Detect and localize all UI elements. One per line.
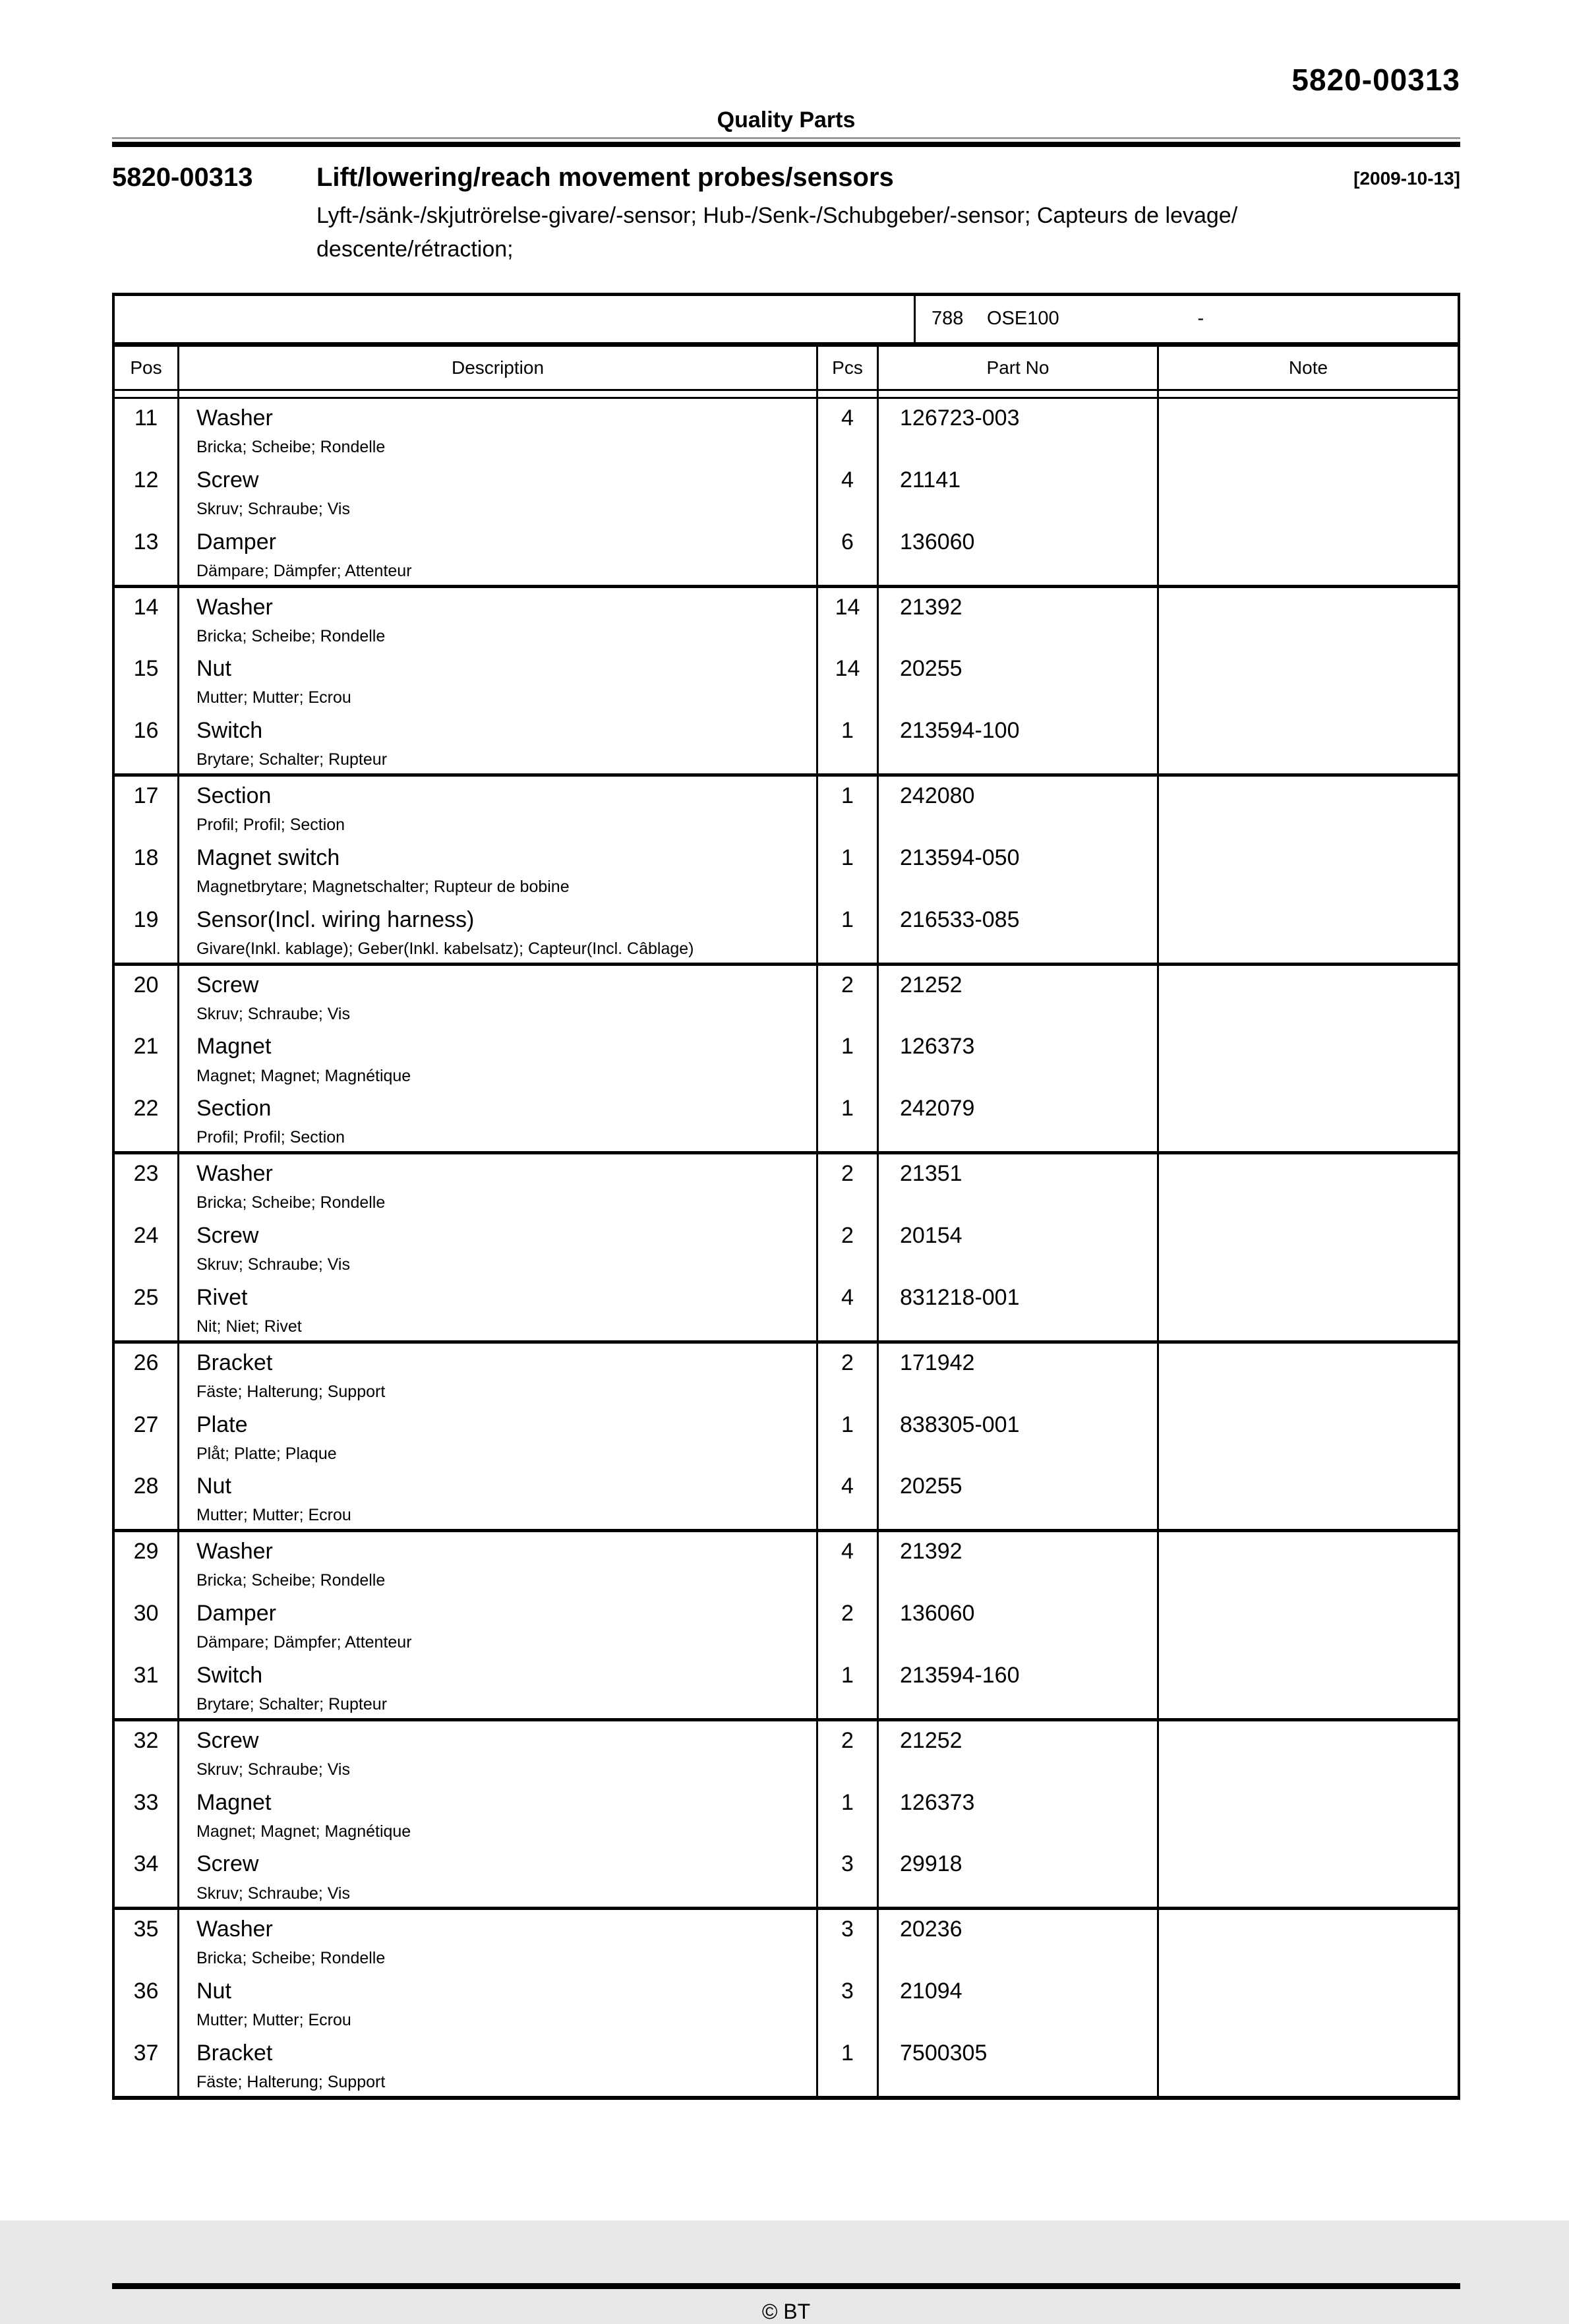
part-name-translations: Plåt; Platte; Plaque [196, 1444, 337, 1463]
pcs-cell: 1 [816, 1656, 877, 1718]
part-no-cell: 831218-001 [877, 1278, 1157, 1340]
pcs-cell: 4 [816, 461, 877, 523]
part-row [115, 1910, 1458, 1972]
part-no-cell: 242079 [877, 1089, 1157, 1151]
part-row [115, 711, 1458, 773]
part-name: Washer [196, 1539, 273, 1564]
part-no-cell: 20236 [877, 1910, 1157, 1972]
pcs-cell: 3 [816, 1845, 877, 1907]
part-name: Washer [196, 1917, 273, 1942]
note-cell [1157, 1845, 1458, 1907]
pos-cell: 17 [133, 783, 159, 809]
page-header [112, 0, 1460, 137]
pcs-cell: 2 [816, 1216, 877, 1278]
part-row [115, 523, 1458, 585]
model-box-empty-cell [115, 296, 916, 342]
parts-group [115, 585, 1458, 774]
part-name: Magnet [196, 1789, 272, 1815]
pcs-cell: 1 [816, 2034, 877, 2096]
model-box-variant-cell [916, 296, 1458, 342]
pos-cell: 11 [134, 405, 158, 431]
part-name: Screw [196, 1851, 259, 1877]
description-cell [177, 1344, 816, 1406]
page-title: Lift/lowering/reach movement probes/sensors [316, 163, 894, 192]
pcs-cell: 4 [816, 1467, 877, 1529]
note-cell [1157, 1594, 1458, 1656]
part-name: Screw [196, 467, 259, 492]
part-name: Screw [196, 1222, 259, 1248]
part-name-translations: Skruv; Schraube; Vis [196, 1884, 350, 1903]
part-name-translations: Mutter; Mutter; Ecrou [196, 1506, 351, 1525]
description-cell [177, 588, 816, 650]
header-doc-number: 5820-00313 [1291, 63, 1460, 97]
pcs-cell: 6 [816, 523, 877, 585]
pos-cell: 33 [133, 1789, 159, 1815]
column-header-pcs: Pcs [816, 347, 877, 389]
pcs-cell: 1 [816, 1027, 877, 1089]
description-cell [177, 1972, 816, 2034]
pcs-cell: 4 [816, 1278, 877, 1340]
pos-cell: 37 [133, 2040, 159, 2066]
note-cell [1157, 711, 1458, 773]
part-name: Magnet [196, 1034, 272, 1059]
pos-cell: 29 [133, 1539, 159, 1564]
note-cell [1157, 1216, 1458, 1278]
part-no-cell: 7500305 [877, 2034, 1157, 2096]
description-cell [177, 1845, 816, 1907]
note-cell [1157, 461, 1458, 523]
part-name-translations: Fäste; Halterung; Support [196, 1382, 386, 1401]
part-row [115, 1656, 1458, 1718]
pcs-cell: 1 [816, 1406, 877, 1468]
part-no-cell: 21252 [877, 1721, 1157, 1783]
note-cell [1157, 1910, 1458, 1972]
part-name: Magnet switch [196, 845, 340, 870]
description-cell [177, 1532, 816, 1594]
part-row [115, 588, 1458, 650]
part-row [115, 461, 1458, 523]
part-row [115, 2034, 1458, 2096]
part-name-translations: Brytare; Schalter; Rupteur [196, 1694, 388, 1713]
pos-cell: 13 [133, 529, 159, 554]
part-no-cell: 136060 [877, 1594, 1157, 1656]
parts-table-body [115, 399, 1458, 2096]
part-row [115, 399, 1458, 461]
note-cell [1157, 1972, 1458, 2034]
part-row [115, 1845, 1458, 1907]
part-row [115, 1027, 1458, 1089]
parts-group [115, 1151, 1458, 1340]
pos-cell: 12 [133, 467, 159, 492]
part-row [115, 1783, 1458, 1845]
parts-group [115, 963, 1458, 1152]
part-no-cell: 20255 [877, 649, 1157, 711]
subtitle-line-2: descente/rétraction; [316, 237, 514, 262]
description-cell [177, 1216, 816, 1278]
column-header-part-no: Part No [877, 347, 1157, 389]
part-no-cell: 136060 [877, 523, 1157, 585]
part-name-translations: Skruv; Schraube; Vis [196, 1255, 350, 1274]
description-cell [177, 1406, 816, 1468]
part-name: Washer [196, 1161, 273, 1187]
part-name-translations: Profil; Profil; Section [196, 1128, 345, 1147]
note-cell [1157, 1532, 1458, 1594]
parts-group [115, 399, 1458, 585]
pcs-cell: 1 [816, 839, 877, 901]
pos-cell: 35 [133, 1917, 159, 1942]
copyright: © BT [761, 2299, 811, 2323]
part-name-translations: Fäste; Halterung; Support [196, 2073, 386, 2092]
pcs-cell: 2 [816, 966, 877, 1028]
description-cell [177, 1278, 816, 1340]
pos-cell: 15 [133, 656, 159, 682]
description-cell [177, 1027, 816, 1089]
note-cell [1157, 523, 1458, 585]
revision-date: [2009-10-13] [1353, 168, 1460, 189]
description-cell [177, 461, 816, 523]
note-cell [1157, 901, 1458, 963]
part-no-cell: 20255 [877, 1467, 1157, 1529]
part-row [115, 1532, 1458, 1594]
subtitle [316, 199, 1460, 266]
description-cell [177, 399, 816, 461]
pos-cell: 21 [133, 1034, 159, 1059]
note-cell [1157, 1783, 1458, 1845]
pcs-cell: 2 [816, 1721, 877, 1783]
part-name-translations: Skruv; Schraube; Vis [196, 499, 350, 518]
part-row [115, 901, 1458, 963]
part-row [115, 966, 1458, 1028]
description-cell [177, 839, 816, 901]
part-name: Washer [196, 594, 273, 620]
part-name-translations: Skruv; Schraube; Vis [196, 1004, 350, 1023]
part-name: Section [196, 1096, 272, 1121]
description-cell [177, 1656, 816, 1718]
part-no-cell: 126373 [877, 1783, 1157, 1845]
note-cell [1157, 649, 1458, 711]
part-row [115, 777, 1458, 839]
pos-cell: 34 [133, 1851, 159, 1877]
part-no-cell: 21392 [877, 1532, 1157, 1594]
part-name-translations: Skruv; Schraube; Vis [196, 1760, 350, 1779]
description-cell [177, 777, 816, 839]
part-name-translations: Bricka; Scheibe; Rondelle [196, 1949, 386, 1968]
parts-group [115, 1340, 1458, 1530]
pos-cell: 31 [133, 1662, 159, 1688]
part-no-cell: 21094 [877, 1972, 1157, 2034]
pos-cell: 30 [133, 1601, 159, 1626]
part-no-cell: 213594-100 [877, 711, 1157, 773]
column-header-pos: Pos [130, 357, 162, 378]
part-no-cell: 29918 [877, 1845, 1157, 1907]
part-no-cell: 242080 [877, 777, 1157, 839]
part-name: Sensor(Incl. wiring harness) [196, 907, 475, 932]
part-name-translations: Dämpare; Dämpfer; Attenteur [196, 561, 412, 580]
pos-cell: 36 [133, 1979, 159, 2004]
pos-cell: 20 [133, 972, 159, 998]
note-cell [1157, 399, 1458, 461]
pos-cell: 25 [133, 1284, 159, 1310]
parts-group [115, 773, 1458, 963]
part-no-cell: 838305-001 [877, 1406, 1157, 1468]
note-cell [1157, 588, 1458, 650]
header-divider-rule [112, 137, 1460, 147]
part-name-translations: Magnetbrytare; Magnetschalter; Rupteur de bobine [196, 878, 570, 896]
part-no-cell: 213594-050 [877, 839, 1157, 901]
pos-cell: 18 [133, 845, 159, 870]
part-no-cell: 21351 [877, 1154, 1157, 1216]
model-box [112, 293, 1460, 347]
model-code: 788 [932, 308, 964, 329]
part-name-translations: Bricka; Scheibe; Rondelle [196, 626, 386, 645]
model-name: OSE100 [987, 308, 1059, 329]
description-cell [177, 2034, 816, 2096]
part-no-cell: 213594-160 [877, 1656, 1157, 1718]
description-cell [177, 1910, 816, 1972]
parts-group [115, 1718, 1458, 1907]
footer-rule [112, 2283, 1460, 2289]
note-cell [1157, 777, 1458, 839]
note-cell [1157, 1278, 1458, 1340]
pos-cell: 16 [133, 718, 159, 744]
part-name-translations: Magnet; Magnet; Magnétique [196, 1066, 411, 1085]
note-cell [1157, 1027, 1458, 1089]
note-cell [1157, 1089, 1458, 1151]
pcs-cell: 14 [816, 649, 877, 711]
note-cell [1157, 1467, 1458, 1529]
parts-table-header [115, 347, 1458, 391]
part-name-translations: Mutter; Mutter; Ecrou [196, 2011, 351, 2030]
pcs-cell: 1 [816, 1089, 877, 1151]
pcs-cell: 4 [816, 399, 877, 461]
note-cell [1157, 966, 1458, 1028]
part-name: Screw [196, 972, 259, 998]
note-cell [1157, 2034, 1458, 2096]
part-no-cell: 126373 [877, 1027, 1157, 1089]
part-row [115, 1216, 1458, 1278]
part-name-translations: Bricka; Scheibe; Rondelle [196, 1571, 386, 1590]
part-name-translations: Brytare; Schalter; Rupteur [196, 750, 388, 769]
part-no-cell: 171942 [877, 1344, 1157, 1406]
part-name: Washer [196, 405, 273, 431]
part-row [115, 1278, 1458, 1340]
part-row [115, 1406, 1458, 1468]
description-cell [177, 966, 816, 1028]
part-name-translations: Bricka; Scheibe; Rondelle [196, 1193, 386, 1212]
part-no-cell: 21252 [877, 966, 1157, 1028]
description-cell [177, 901, 816, 963]
description-cell [177, 649, 816, 711]
part-row [115, 1972, 1458, 2034]
pcs-cell: 1 [816, 711, 877, 773]
pos-cell: 22 [133, 1096, 159, 1121]
part-row [115, 649, 1458, 711]
part-row [115, 1467, 1458, 1529]
part-name: Bracket [196, 1350, 273, 1375]
pos-cell: 14 [133, 594, 159, 620]
part-name-translations: Mutter; Mutter; Ecrou [196, 688, 351, 707]
part-name-translations: Dämpare; Dämpfer; Attenteur [196, 1633, 412, 1652]
part-name-translations: Nit; Niet; Rivet [196, 1317, 302, 1336]
description-cell [177, 1594, 816, 1656]
model-dash: - [1197, 308, 1204, 329]
parts-group [115, 1529, 1458, 1718]
part-no-cell: 21141 [877, 461, 1157, 523]
parts-table [112, 347, 1460, 2100]
part-no-cell: 126723-003 [877, 399, 1157, 461]
part-name: Damper [196, 529, 276, 554]
part-name: Section [196, 783, 272, 809]
part-name: Switch [196, 1662, 263, 1688]
pcs-cell: 2 [816, 1594, 877, 1656]
pcs-cell: 2 [816, 1344, 877, 1406]
note-cell [1157, 1406, 1458, 1468]
pcs-cell: 3 [816, 1910, 877, 1972]
description-cell [177, 1467, 816, 1529]
description-cell [177, 711, 816, 773]
part-name: Nut [196, 656, 231, 682]
part-name: Nut [196, 1979, 231, 2004]
part-name: Nut [196, 1474, 231, 1499]
pcs-cell: 3 [816, 1972, 877, 2034]
title-row [112, 163, 1460, 193]
note-cell [1157, 1154, 1458, 1216]
part-name-translations: Profil; Profil; Section [196, 816, 345, 835]
part-name-translations: Magnet; Magnet; Magnétique [196, 1822, 411, 1841]
part-row [115, 1594, 1458, 1656]
header-center-title: Quality Parts [717, 107, 856, 133]
part-name: Switch [196, 718, 263, 744]
pcs-cell: 4 [816, 1532, 877, 1594]
page-content [112, 0, 1460, 2324]
note-cell [1157, 1656, 1458, 1718]
description-cell [177, 1783, 816, 1845]
pcs-cell: 1 [816, 901, 877, 963]
part-row [115, 839, 1458, 901]
pos-cell: 26 [133, 1350, 159, 1375]
title-doc-id: 5820-00313 [112, 163, 253, 192]
part-name-translations: Bricka; Scheibe; Rondelle [196, 438, 386, 457]
pcs-cell: 1 [816, 777, 877, 839]
part-name-translations: Givare(Inkl. kablage); Geber(Inkl. kabelsatz); Capteur(Incl. Câblage) [196, 939, 694, 958]
pos-cell: 27 [133, 1412, 159, 1437]
part-row [115, 1089, 1458, 1151]
part-no-cell: 21392 [877, 588, 1157, 650]
part-name: Damper [196, 1601, 276, 1626]
part-no-cell: 20154 [877, 1216, 1157, 1278]
part-name: Bracket [196, 2040, 273, 2066]
part-row [115, 1344, 1458, 1406]
part-name: Plate [196, 1412, 248, 1437]
note-cell [1157, 839, 1458, 901]
pos-cell: 32 [133, 1727, 159, 1753]
note-cell [1157, 1344, 1458, 1406]
parts-group [115, 1907, 1458, 2096]
pos-cell: 23 [133, 1161, 159, 1187]
part-row [115, 1154, 1458, 1216]
pos-cell: 24 [133, 1222, 159, 1248]
header-double-rule [115, 391, 1458, 399]
note-cell [1157, 1721, 1458, 1783]
description-cell [177, 1721, 816, 1783]
pcs-cell: 2 [816, 1154, 877, 1216]
part-row [115, 1721, 1458, 1783]
part-no-cell: 216533-085 [877, 901, 1157, 963]
part-name: Rivet [196, 1284, 248, 1310]
pcs-cell: 1 [816, 1783, 877, 1845]
description-cell [177, 1154, 816, 1216]
column-header-note: Note [1157, 347, 1458, 389]
column-header-description: Description [177, 347, 816, 389]
subtitle-line-1: Lyft-/sänk-/skjutrörelse-givare/-sensor; Hub-/Senk-/Schubgeber/-sensor; Capteurs de levage/ [316, 203, 1238, 228]
pos-cell: 28 [133, 1474, 159, 1499]
description-cell [177, 523, 816, 585]
part-name: Screw [196, 1727, 259, 1753]
description-cell [177, 1089, 816, 1151]
pos-cell: 19 [133, 907, 159, 932]
pcs-cell: 14 [816, 588, 877, 650]
